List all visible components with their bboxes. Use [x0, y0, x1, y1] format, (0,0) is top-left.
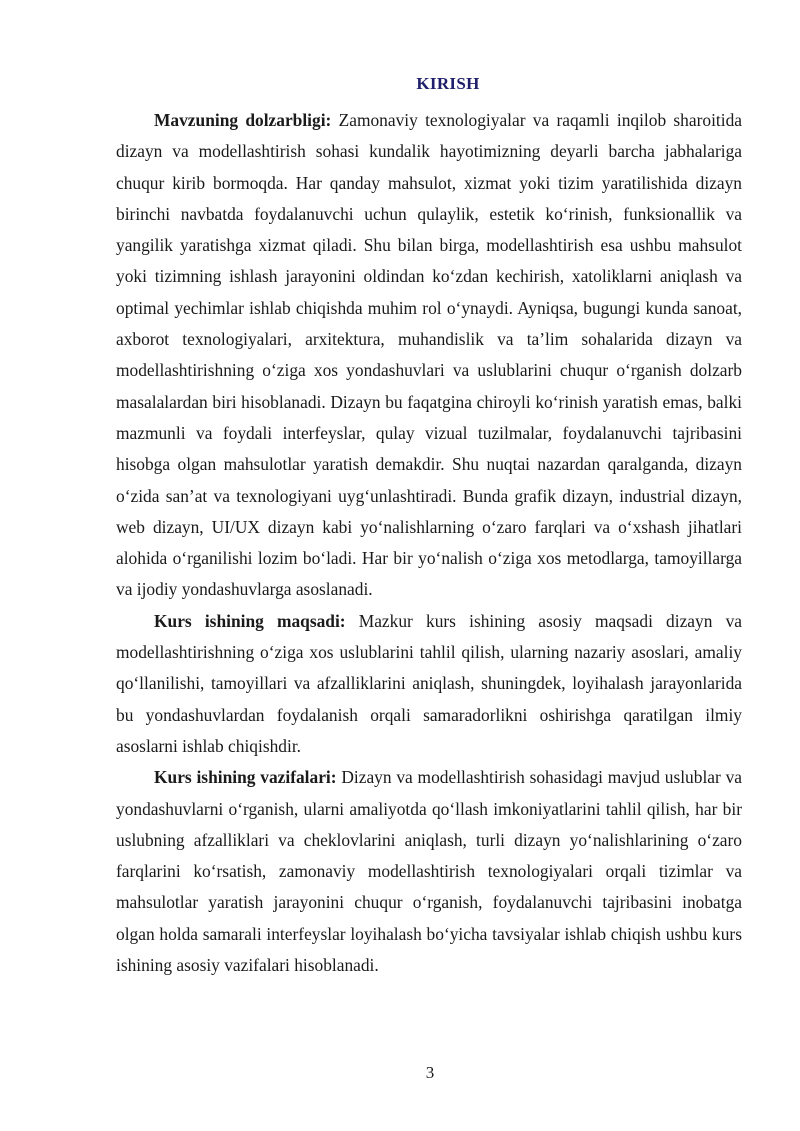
paragraph-body: Zamonaviy texnologiyalar va raqamli inqilob sharoitida dizayn va modellashtirish sohasi kundalik hayotimizning deyarli barcha jabhalariga chuqur kirib bormoqda. Har qanday mahsulot, xizmat yoki tizim yaratilishida dizayn birinchi navbatda foydalanuvchi uchun qulaylik, estetik koʻrinish, funksionallik va yangilik yaratishga xizmat qiladi. Shu bilan birga, modellashtirish esa ushbu mahsulot yoki tizimning ishlash jarayonini oldindan koʻzdan kechirish, xatoliklarni aniqlash va optimal yechimlar ishlab chiqishda muhim rol oʻynaydi. Ayniqsa, bugungi kunda sanoat, axborot texnologiyalari, arxitektura, muhandislik va taʼlim sohalarida dizayn va modellashtirishning oʻziga xos yondashuvlari va uslublarini chuqur oʻrganish dolzarb masalalardan biri hisoblanadi. Dizayn bu faqatgina chiroyli koʻrinish yaratish emas, balki mazmunli va foydali interfeyslar, qulay vizual tuzilmalar, foydalanuvchi tajribasini hisobga olgan mahsulotlar yaratish demakdir. Shu nuqtai nazardan qaralganda, dizayn oʻzida sanʼat va texnologiyani uygʻunlashtiradi. Bunda grafik dizayn, industrial dizayn, web dizayn, UI/UX dizayn kabi yoʻnalishlarning oʻzaro farqlari va oʻxshash jihatlari alohida oʻrganilishi lozim boʻladi. Har bir yoʻnalish oʻziga xos metodlarga, tamoyillarga va ijodiy yondashuvlarga asoslanadi.: [116, 110, 742, 600]
paragraph-tasks: [116, 762, 742, 981]
body-text: [116, 105, 742, 981]
paragraph-body: Mazkur kurs ishining asosiy maqsadi dizayn va modellashtirishning oʻziga xos uslublarini tahlil qilish, ularning nazariy asoslari, amaliy qoʻllanilishi, tamoyillari va afzalliklarini aniqlash, shuningdek, loyihalash jarayonlarida bu yondashuvlardan foydalanish orqali samaradorlikni oshirishga qaratilgan ilmiy asoslarni ishlab chiqishdir.: [116, 610, 742, 756]
paragraph-goal: [116, 606, 742, 762]
paragraph-lead: Mavzuning dolzarbligi:: [154, 110, 332, 130]
section-heading: KIRISH: [416, 74, 480, 93]
paragraph-lead: Kurs ishining maqsadi:: [154, 610, 346, 631]
paragraph-body: Dizayn va modellashtirish sohasidagi mavjud uslublar va yondashuvlarni oʻrganish, ularni amaliyotda qoʻllash imkoniyatlarini tahlil qilish, har bir uslubning afzalliklari va cheklovlarini aniqlash, turli dizayn yoʻnalishlarining oʻzaro farqlarini koʻrsatish, zamonaviy modellashtirish texnologiyalari orqali tizimlar va mahsulotlar yaratish jarayonini chuqur oʻrganish, foydalanuvchi tajribasini inobatga olgan holda samarali interfeyslar loyihalash boʻyicha tavsiyalar ishlab chiqish ushbu kurs ishining asosiy vazifalari hisoblanadi.: [116, 767, 742, 976]
page-number: 3: [425, 1063, 435, 1082]
paragraph-lead: Kurs ishining vazifalari:: [154, 767, 337, 788]
paragraph-relevance: [116, 105, 742, 606]
